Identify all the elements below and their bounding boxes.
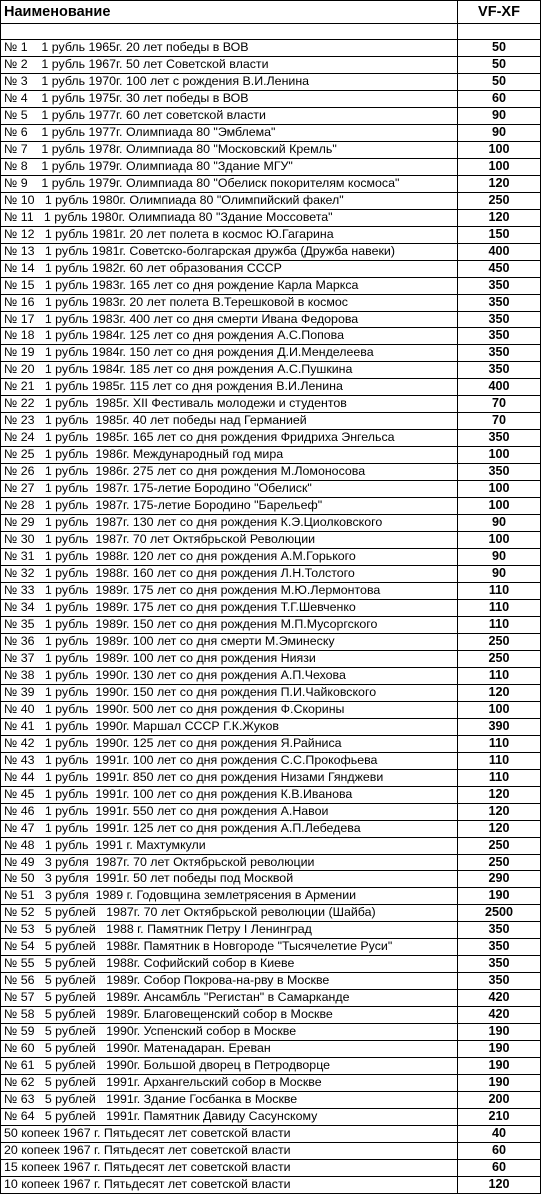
table-row: [1, 549, 541, 566]
price-cell: 350: [458, 956, 541, 973]
price-cell: 190: [458, 1058, 541, 1075]
price-cell: 210: [458, 1109, 541, 1126]
table-row: [1, 1041, 541, 1058]
coin-name-cell: № 7 1 рубль 1978г. Олимпиада 80 "Московский Кремль": [1, 141, 458, 158]
table-row: [1, 1075, 541, 1092]
table-row: [1, 854, 541, 871]
price-cell: 400: [458, 243, 541, 260]
table-row: [1, 481, 541, 498]
table-row: [1, 1109, 541, 1126]
table-row: [1, 1142, 541, 1159]
coin-name-cell: № 62 5 рублей 1991г. Архангельский собор в Москве: [1, 1075, 458, 1092]
coin-name-cell: № 44 1 рубль 1991г. 850 лет со дня рождения Низами Гянджеви: [1, 769, 458, 786]
coin-name-cell: № 29 1 рубль 1987г. 130 лет со дня рождения К.Э.Циолковского: [1, 515, 458, 532]
name-column-header: Наименование: [1, 1, 458, 24]
price-cell: 60: [458, 1159, 541, 1176]
coin-name-cell: № 60 5 рублей 1990г. Матенадаран. Ереван: [1, 1041, 458, 1058]
price-cell: 90: [458, 515, 541, 532]
coin-name-cell: № 19 1 рубль 1984г. 150 лет со дня рождения Д.И.Менделеева: [1, 345, 458, 362]
coin-name-cell: № 25 1 рубль 1986г. Международный год мира: [1, 447, 458, 464]
coin-name-cell: № 56 5 рублей 1989г. Собор Покрова-на-рву в Москве: [1, 973, 458, 990]
coin-name-cell: № 8 1 рубль 1979г. Олимпиада 80 "Здание МГУ": [1, 158, 458, 175]
table-row: [1, 735, 541, 752]
price-cell: 50: [458, 73, 541, 90]
coin-name-cell: № 30 1 рубль 1987г. 70 лет Октябрьской Революции: [1, 532, 458, 549]
table-row: [1, 430, 541, 447]
price-cell: 110: [458, 583, 541, 600]
price-cell: 120: [458, 209, 541, 226]
table-row: [1, 820, 541, 837]
price-cell: 350: [458, 430, 541, 447]
coin-name-cell: № 12 1 рубль 1981г. 20 лет полета в космос Ю.Гагарина: [1, 226, 458, 243]
coin-name-cell: № 5 1 рубль 1977г. 60 лет советской власти: [1, 107, 458, 124]
price-cell: 290: [458, 871, 541, 888]
price-cell: 350: [458, 311, 541, 328]
grade-column-header: VF-XF: [458, 1, 541, 24]
price-cell: 350: [458, 973, 541, 990]
price-cell: 110: [458, 667, 541, 684]
price-cell: 70: [458, 396, 541, 413]
coin-name-cell: № 39 1 рубль 1990г. 150 лет со дня рождения П.И.Чайковского: [1, 684, 458, 701]
price-cell: 150: [458, 226, 541, 243]
table-row: [1, 532, 541, 549]
table-row: [1, 1058, 541, 1075]
table-row: [1, 769, 541, 786]
coin-name-cell: № 63 5 рублей 1991г. Здание Госбанка в Москве: [1, 1092, 458, 1109]
coin-name-cell: № 16 1 рубль 1983г. 20 лет полета В.Терешковой в космос: [1, 294, 458, 311]
coin-name-cell: № 18 1 рубль 1984г. 125 лет со дня рождения А.С.Попова: [1, 328, 458, 345]
table-row: [1, 990, 541, 1007]
coin-name-cell: № 32 1 рубль 1988г. 160 лет со дня рождения Л.Н.Толстого: [1, 566, 458, 583]
table-row: [1, 209, 541, 226]
price-cell: 190: [458, 888, 541, 905]
table-row: [1, 175, 541, 192]
coin-name-cell: № 40 1 рубль 1990г. 500 лет со дня рождения Ф.Скорины: [1, 701, 458, 718]
table-row: [1, 871, 541, 888]
table-row: [1, 1159, 541, 1176]
coin-name-cell: № 37 1 рубль 1989г. 100 лет со дня рождения Ниязи: [1, 650, 458, 667]
coin-name-cell: № 20 1 рубль 1984г. 185 лет со дня рождения А.С.Пушкина: [1, 362, 458, 379]
price-cell: 190: [458, 1075, 541, 1092]
table-row: [1, 362, 541, 379]
table-row: [1, 464, 541, 481]
coin-name-cell: № 59 5 рублей 1990г. Успенский собор в Москве: [1, 1024, 458, 1041]
price-cell: 90: [458, 124, 541, 141]
price-cell: 60: [458, 1142, 541, 1159]
coin-name-cell: № 53 5 рублей 1988 г. Памятник Петру I Ленинград: [1, 922, 458, 939]
coin-name-cell: № 3 1 рубль 1970г. 100 лет с рождения В.И.Ленина: [1, 73, 458, 90]
table-row: [1, 413, 541, 430]
coin-name-cell: № 9 1 рубль 1979г. Олимпиада 80 "Обелиск покорителям космоса": [1, 175, 458, 192]
price-cell: 350: [458, 939, 541, 956]
coin-name-cell: 15 копеек 1967 г. Пятьдесят лет советской власти: [1, 1159, 458, 1176]
price-cell: 200: [458, 1092, 541, 1109]
table-row: [1, 447, 541, 464]
price-cell: 250: [458, 633, 541, 650]
table-row: [1, 192, 541, 209]
price-cell: 110: [458, 769, 541, 786]
price-cell: 100: [458, 481, 541, 498]
table-row: [1, 939, 541, 956]
table-row: [1, 1126, 541, 1143]
table-row: [1, 90, 541, 107]
table-row: [1, 905, 541, 922]
empty-row: [1, 24, 541, 40]
coin-name-cell: № 2 1 рубль 1967г. 50 лет Советской власти: [1, 56, 458, 73]
table-row: [1, 311, 541, 328]
coin-name-cell: № 21 1 рубль 1985г. 115 лет со дня рождения В.И.Ленина: [1, 379, 458, 396]
price-cell: 120: [458, 803, 541, 820]
empty-cell: [1, 24, 458, 40]
coin-name-cell: № 55 5 рублей 1988г. Софийский собор в Киеве: [1, 956, 458, 973]
table-row: [1, 277, 541, 294]
coin-name-cell: № 54 5 рублей 1988г. Памятник в Новгороде "Тысячелетие Руси": [1, 939, 458, 956]
table-row: [1, 803, 541, 820]
price-cell: 60: [458, 90, 541, 107]
coin-name-cell: № 13 1 рубль 1981г. Советско-болгарская дружба (Дружба навеки): [1, 243, 458, 260]
coin-name-cell: № 17 1 рубль 1983г. 400 лет со дня смерти Ивана Федорова: [1, 311, 458, 328]
coin-name-cell: № 10 1 рубль 1980г. Олимпиада 80 "Олимпийский факел": [1, 192, 458, 209]
table-row: [1, 243, 541, 260]
price-cell: 100: [458, 447, 541, 464]
price-cell: 90: [458, 107, 541, 124]
price-cell: 2500: [458, 905, 541, 922]
coin-name-cell: № 15 1 рубль 1983г. 165 лет со дня рождение Карла Маркса: [1, 277, 458, 294]
price-cell: 390: [458, 718, 541, 735]
price-cell: 350: [458, 922, 541, 939]
coin-name-cell: № 33 1 рубль 1989г. 175 лет со дня рождения М.Ю.Лермонтова: [1, 583, 458, 600]
coin-name-cell: № 64 5 рублей 1991г. Памятник Давиду Сасунскому: [1, 1109, 458, 1126]
table-row: [1, 515, 541, 532]
table-row: [1, 667, 541, 684]
coin-name-cell: № 36 1 рубль 1989г. 100 лет со дня смерти М.Эминеску: [1, 633, 458, 650]
coin-name-cell: 20 копеек 1967 г. Пятьдесят лет советской власти: [1, 1142, 458, 1159]
price-cell: 350: [458, 277, 541, 294]
table-row: [1, 1092, 541, 1109]
coin-name-cell: № 51 3 рубля 1989 г. Годовщина землетрясения в Армении: [1, 888, 458, 905]
coin-name-cell: 10 копеек 1967 г. Пятьдесят лет советской власти: [1, 1176, 458, 1193]
price-cell: 110: [458, 599, 541, 616]
table-row: [1, 396, 541, 413]
price-cell: 50: [458, 40, 541, 57]
coin-name-cell: № 46 1 рубль 1991г. 550 лет со дня рождения А.Навои: [1, 803, 458, 820]
price-cell: 120: [458, 786, 541, 803]
price-cell: 90: [458, 566, 541, 583]
table-row: [1, 684, 541, 701]
price-cell: 100: [458, 701, 541, 718]
table-row: [1, 583, 541, 600]
table-row: [1, 633, 541, 650]
table-row: [1, 107, 541, 124]
price-cell: 100: [458, 498, 541, 515]
table-row: [1, 124, 541, 141]
coin-name-cell: № 27 1 рубль 1987г. 175-летие Бородино "Обелиск": [1, 481, 458, 498]
price-cell: 350: [458, 294, 541, 311]
coin-name-cell: № 47 1 рубль 1991г. 125 лет со дня рождения А.П.Лебедева: [1, 820, 458, 837]
coin-name-cell: № 50 3 рубля 1991г. 50 лет победы под Москвой: [1, 871, 458, 888]
coin-name-cell: № 31 1 рубль 1988г. 120 лет со дня рождения А.М.Горького: [1, 549, 458, 566]
coin-name-cell: № 6 1 рубль 1977г. Олимпиада 80 "Эмблема": [1, 124, 458, 141]
coin-name-cell: № 28 1 рубль 1987г. 175-летие Бородино "Барельеф": [1, 498, 458, 515]
table-row: [1, 294, 541, 311]
table-row: [1, 379, 541, 396]
table-row: [1, 837, 541, 854]
coin-name-cell: № 57 5 рублей 1989г. Ансамбль "Регистан" в Самарканде: [1, 990, 458, 1007]
table-row: [1, 599, 541, 616]
price-cell: 90: [458, 549, 541, 566]
table-row: [1, 1176, 541, 1193]
table-row: [1, 226, 541, 243]
table-row: [1, 888, 541, 905]
price-cell: 450: [458, 260, 541, 277]
table-row: [1, 650, 541, 667]
table-row: [1, 73, 541, 90]
coin-name-cell: 50 копеек 1967 г. Пятьдесят лет советской власти: [1, 1126, 458, 1143]
price-cell: 110: [458, 735, 541, 752]
table-row: [1, 701, 541, 718]
coin-name-cell: № 38 1 рубль 1990г. 130 лет со дня рождения А.П.Чехова: [1, 667, 458, 684]
table-row: [1, 498, 541, 515]
price-cell: 120: [458, 820, 541, 837]
price-cell: 120: [458, 684, 541, 701]
table-row: [1, 922, 541, 939]
coin-name-cell: № 45 1 рубль 1991г. 100 лет со дня рождения К.В.Иванова: [1, 786, 458, 803]
coin-name-cell: № 14 1 рубль 1982г. 60 лет образования СССР: [1, 260, 458, 277]
table-row: [1, 786, 541, 803]
price-cell: 420: [458, 1007, 541, 1024]
table-row: [1, 973, 541, 990]
price-cell: 250: [458, 854, 541, 871]
coin-name-cell: № 34 1 рубль 1989г. 175 лет со дня рождения Т.Г.Шевченко: [1, 599, 458, 616]
table-row: [1, 956, 541, 973]
price-cell: 350: [458, 345, 541, 362]
table-row: [1, 566, 541, 583]
price-cell: 250: [458, 192, 541, 209]
coin-name-cell: № 49 3 рубля 1987г. 70 лет Октябрьской революции: [1, 854, 458, 871]
table-row: [1, 616, 541, 633]
empty-cell: [458, 24, 541, 40]
table-row: [1, 158, 541, 175]
table-row: [1, 56, 541, 73]
price-cell: 100: [458, 158, 541, 175]
price-cell: 100: [458, 141, 541, 158]
coin-name-cell: № 61 5 рублей 1990г. Большой дворец в Петродворце: [1, 1058, 458, 1075]
coin-name-cell: № 24 1 рубль 1985г. 165 лет со дня рождения Фридриха Энгельса: [1, 430, 458, 447]
price-cell: 250: [458, 837, 541, 854]
price-cell: 350: [458, 464, 541, 481]
table-row: [1, 752, 541, 769]
price-cell: 350: [458, 328, 541, 345]
coin-name-cell: № 35 1 рубль 1989г. 150 лет со дня рождения М.П.Мусоргского: [1, 616, 458, 633]
price-cell: 420: [458, 990, 541, 1007]
price-cell: 400: [458, 379, 541, 396]
table-row: [1, 141, 541, 158]
price-cell: 110: [458, 616, 541, 633]
coin-name-cell: № 1 1 рубль 1965г. 20 лет победы в ВОВ: [1, 40, 458, 57]
table-row: [1, 260, 541, 277]
price-cell: 120: [458, 1176, 541, 1193]
price-cell: 40: [458, 1126, 541, 1143]
price-cell: 120: [458, 175, 541, 192]
coin-name-cell: № 26 1 рубль 1986г. 275 лет со дня рождения М.Ломоносова: [1, 464, 458, 481]
coin-name-cell: № 23 1 рубль 1985г. 40 лет победы над Германией: [1, 413, 458, 430]
coin-name-cell: № 52 5 рублей 1987г. 70 лет Октябрьской революции (Шайба): [1, 905, 458, 922]
table-row: [1, 1024, 541, 1041]
price-cell: 100: [458, 532, 541, 549]
coin-name-cell: № 48 1 рубль 1991 г. Махтумкули: [1, 837, 458, 854]
price-cell: 190: [458, 1024, 541, 1041]
coin-name-cell: № 43 1 рубль 1991г. 100 лет со дня рождения С.С.Прокофьева: [1, 752, 458, 769]
coin-name-cell: № 58 5 рублей 1989г. Благовещенский собор в Москве: [1, 1007, 458, 1024]
table-row: [1, 345, 541, 362]
coin-name-cell: № 11 1 рубль 1980г. Олимпиада 80 "Здание Моссовета": [1, 209, 458, 226]
table-row: [1, 718, 541, 735]
table-row: [1, 328, 541, 345]
price-cell: 250: [458, 650, 541, 667]
table-row: [1, 40, 541, 57]
coin-name-cell: № 4 1 рубль 1975г. 30 лет победы в ВОВ: [1, 90, 458, 107]
price-cell: 190: [458, 1041, 541, 1058]
header-row: [1, 1, 541, 24]
coin-name-cell: № 41 1 рубль 1990г. Маршал СССР Г.К.Жуков: [1, 718, 458, 735]
price-cell: 350: [458, 362, 541, 379]
price-cell: 110: [458, 752, 541, 769]
table-row: [1, 1007, 541, 1024]
coin-name-cell: № 42 1 рубль 1990г. 125 лет со дня рождения Я.Райниса: [1, 735, 458, 752]
price-cell: 50: [458, 56, 541, 73]
price-cell: 70: [458, 413, 541, 430]
coin-name-cell: № 22 1 рубль 1985г. XII Фестиваль молодежи и студентов: [1, 396, 458, 413]
